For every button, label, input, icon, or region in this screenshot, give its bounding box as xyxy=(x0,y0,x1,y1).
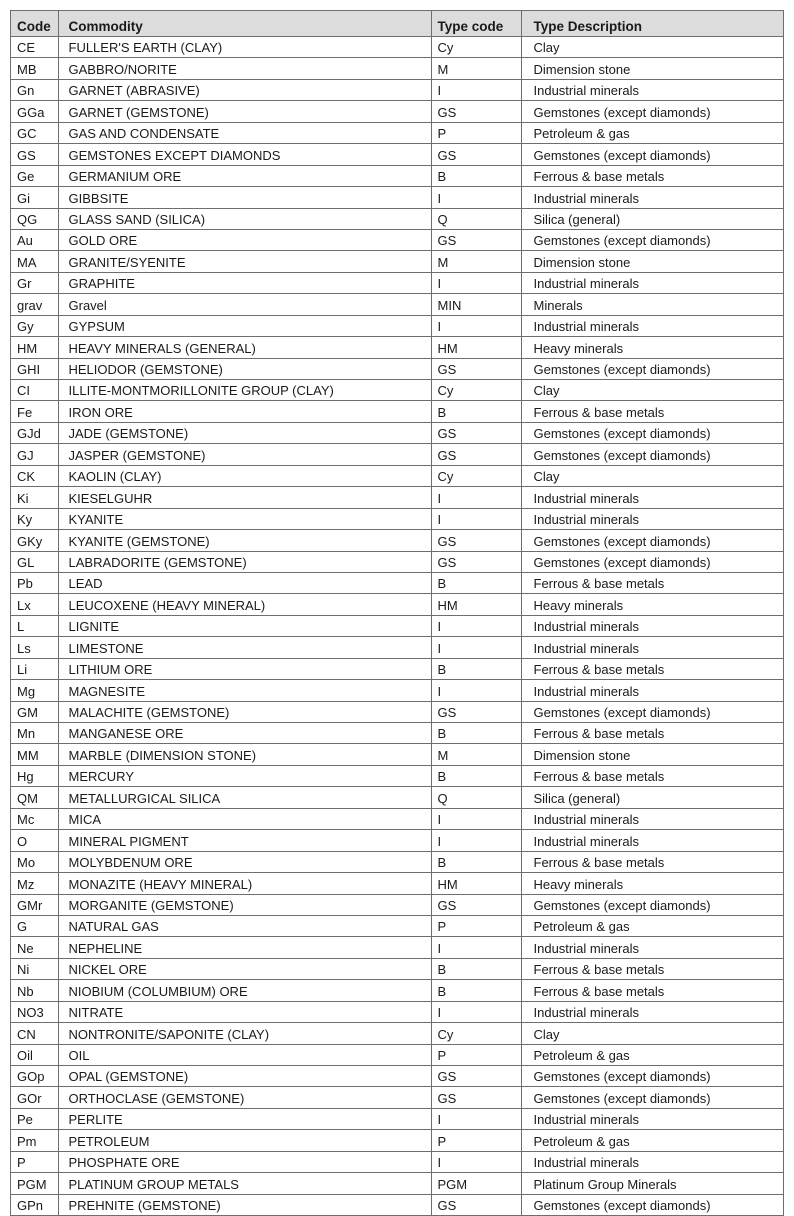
cell-type-description: Ferrous & base metals xyxy=(521,958,783,979)
cell-commodity: GABBRO/NORITE xyxy=(58,58,431,79)
header-type-description: Type Description xyxy=(521,11,783,37)
cell-type-description: Industrial minerals xyxy=(521,615,783,636)
cell-type-description: Industrial minerals xyxy=(521,808,783,829)
table-row xyxy=(11,637,783,658)
cell-commodity: LEAD xyxy=(58,572,431,593)
cell-type-description: Gemstones (except diamonds) xyxy=(521,101,783,122)
cell-type-description: Gemstones (except diamonds) xyxy=(521,229,783,250)
cell-code: Ky xyxy=(11,508,58,529)
cell-code: Pm xyxy=(11,1130,58,1151)
table-row xyxy=(11,808,783,829)
cell-type-code: I xyxy=(431,1108,521,1129)
cell-type-description: Gemstones (except diamonds) xyxy=(533,1198,711,1214)
cell-type-code: GS xyxy=(431,229,521,250)
cell-commodity: LIMESTONE xyxy=(58,637,431,658)
cell-type-description: Ferrous & base metals xyxy=(521,572,783,593)
cell-type-code: GS xyxy=(431,358,521,379)
cell-type-description: Ferrous & base metals xyxy=(521,401,783,422)
table-row xyxy=(11,615,783,636)
commodity-table xyxy=(11,11,783,1215)
cell-type-code: B xyxy=(431,165,521,186)
cell-type-description: Industrial minerals xyxy=(521,937,783,958)
cell-type-code: I xyxy=(431,315,521,336)
cell-type-description: Platinum Group Minerals xyxy=(521,1173,783,1194)
cell-commodity: NITRATE xyxy=(58,1001,431,1022)
cell-code: Fe xyxy=(11,401,58,422)
table-row xyxy=(11,315,783,336)
cell-type-description: Heavy minerals xyxy=(521,594,783,615)
cell-type-code: I xyxy=(431,808,521,829)
cell-code: Nb xyxy=(11,980,58,1001)
cell-type-code: B xyxy=(431,572,521,593)
cell-type-description: Gemstones (except diamonds) xyxy=(521,894,783,915)
cell-type-code: I xyxy=(431,830,521,851)
cell-commodity: JADE (GEMSTONE) xyxy=(58,422,431,443)
cell-code: L xyxy=(11,615,58,636)
cell-type-description: Gemstones (except diamonds) xyxy=(521,358,783,379)
cell-type-description: Industrial minerals xyxy=(521,680,783,701)
cell-type-code: Cy xyxy=(431,380,521,401)
cell-code: Gy xyxy=(11,315,58,336)
cell-code: Hg xyxy=(11,765,58,786)
table-row xyxy=(11,208,783,229)
cell-type-code: I xyxy=(431,508,521,529)
cell-type-description: Ferrous & base metals xyxy=(521,765,783,786)
cell-code: Lx xyxy=(11,594,58,615)
cell-commodity: FULLER'S EARTH (CLAY) xyxy=(58,37,431,58)
cell-code: HM xyxy=(11,337,58,358)
cell-commodity: GYPSUM xyxy=(58,315,431,336)
cell-code: Ne xyxy=(11,937,58,958)
cell-type-code: GS xyxy=(431,551,521,572)
cell-code: O xyxy=(11,830,58,851)
cell-type-code: I xyxy=(431,187,521,208)
cell-commodity: PLATINUM GROUP METALS xyxy=(58,1173,431,1194)
table-row xyxy=(11,187,783,208)
cell-commodity: IRON ORE xyxy=(58,401,431,422)
cell-code: Gi xyxy=(11,187,58,208)
cell-type-description: Industrial minerals xyxy=(521,79,783,100)
cell-code: GHI xyxy=(11,358,58,379)
cell-type-description: Industrial minerals xyxy=(521,487,783,508)
cell-commodity: GLASS SAND (SILICA) xyxy=(58,208,431,229)
table-row xyxy=(11,1066,783,1087)
cell-code: GKy xyxy=(11,530,58,551)
cell-code: CN xyxy=(11,1023,58,1044)
cell-type-code: P xyxy=(431,915,521,936)
table-header xyxy=(11,11,783,37)
cell-type-code: HM xyxy=(431,594,521,615)
cell-code: CE xyxy=(11,37,58,58)
cell-type-code: I xyxy=(431,615,521,636)
cell-commodity: GARNET (GEMSTONE) xyxy=(58,101,431,122)
cell-type-code: Cy xyxy=(431,37,521,58)
table-row xyxy=(11,1087,783,1108)
cell-commodity: MINERAL PIGMENT xyxy=(58,830,431,851)
header-code: Code xyxy=(11,11,58,37)
cell-commodity: Gravel xyxy=(58,294,431,315)
cell-type-code: GS xyxy=(431,1087,521,1108)
cell-type-description: Gemstones (except diamonds) xyxy=(521,701,783,722)
cell-code: GPn xyxy=(11,1194,58,1215)
table-row xyxy=(11,1151,783,1172)
cell-type-code: GS xyxy=(431,101,521,122)
cell-type-code: I xyxy=(431,637,521,658)
cell-type-code: I xyxy=(431,937,521,958)
table-row xyxy=(11,294,783,315)
table-row xyxy=(11,144,783,165)
cell-code: CK xyxy=(11,465,58,486)
cell-type-code: M xyxy=(431,251,521,272)
cell-type-description: Petroleum & gas xyxy=(521,1044,783,1065)
cell-type-code: HM xyxy=(431,873,521,894)
table-row xyxy=(11,422,783,443)
cell-type-description: Petroleum & gas xyxy=(521,1130,783,1151)
table-body xyxy=(11,37,783,1216)
cell-type-description: Industrial minerals xyxy=(521,1001,783,1022)
cell-type-code: GS xyxy=(431,894,521,915)
cell-type-code: GS xyxy=(431,144,521,165)
cell-type-code: P xyxy=(431,122,521,143)
cell-code: PGM xyxy=(11,1173,58,1194)
cell-type-description: Ferrous & base metals xyxy=(521,658,783,679)
cell-code: MM xyxy=(11,744,58,765)
table-row xyxy=(11,358,783,379)
table-row xyxy=(11,787,783,808)
cell-type-code: M xyxy=(431,58,521,79)
cell-type-description: Gemstones (except diamonds) xyxy=(521,144,783,165)
cell-type-description: Clay xyxy=(521,37,783,58)
table-row xyxy=(11,530,783,551)
cell-code: QG xyxy=(11,208,58,229)
cell-code: GOr xyxy=(11,1087,58,1108)
cell-commodity: MORGANITE (GEMSTONE) xyxy=(58,894,431,915)
cell-commodity: GERMANIUM ORE xyxy=(58,165,431,186)
cell-code: Ge xyxy=(11,165,58,186)
cell-type-description: Clay xyxy=(521,380,783,401)
cell-commodity: LEUCOXENE (HEAVY MINERAL) xyxy=(58,594,431,615)
cell-code: Ni xyxy=(11,958,58,979)
cell-type-description: Heavy minerals xyxy=(521,873,783,894)
cell-type-code: GS xyxy=(431,1066,521,1087)
cell-code: QM xyxy=(11,787,58,808)
cell-commodity: JASPER (GEMSTONE) xyxy=(58,444,431,465)
cell-code: Mc xyxy=(11,808,58,829)
table-row xyxy=(11,251,783,272)
cell-type-description: Gemstones (except diamonds) xyxy=(521,530,783,551)
table-row xyxy=(11,915,783,936)
cell-code: Pb xyxy=(11,572,58,593)
cell-code: GJ xyxy=(11,444,58,465)
table-row xyxy=(11,873,783,894)
cell-commodity: NICKEL ORE xyxy=(58,958,431,979)
table-row xyxy=(11,337,783,358)
cell-type-code: GS xyxy=(431,444,521,465)
cell-code: Au xyxy=(11,229,58,250)
table-row xyxy=(11,165,783,186)
cell-commodity: MALACHITE (GEMSTONE) xyxy=(58,701,431,722)
cell-code: GMr xyxy=(11,894,58,915)
cell-type-description: Ferrous & base metals xyxy=(521,165,783,186)
cell-commodity: NIOBIUM (COLUMBIUM) ORE xyxy=(58,980,431,1001)
cell-type-code: B xyxy=(431,723,521,744)
cell-commodity: HELIODOR (GEMSTONE) xyxy=(58,358,431,379)
cell-type-code: I xyxy=(431,272,521,293)
cell-type-code: I xyxy=(431,79,521,100)
table-row xyxy=(11,272,783,293)
cell-type-description: Petroleum & gas xyxy=(521,122,783,143)
table-row xyxy=(11,1108,783,1129)
table-row xyxy=(11,380,783,401)
cell-type-code: I xyxy=(431,487,521,508)
cell-type-description: Ferrous & base metals xyxy=(521,980,783,1001)
cell-type-description: Silica (general) xyxy=(521,787,783,808)
table-row xyxy=(11,1194,783,1215)
table-row xyxy=(11,980,783,1001)
cell-commodity: MONAZITE (HEAVY MINERAL) xyxy=(58,873,431,894)
table-row xyxy=(11,680,783,701)
cell-code: grav xyxy=(11,294,58,315)
cell-commodity: GARNET (ABRASIVE) xyxy=(58,79,431,100)
cell-type-description: Gemstones (except diamonds) xyxy=(521,551,783,572)
table-row xyxy=(11,465,783,486)
cell-type-code: P xyxy=(431,1044,521,1065)
table-row xyxy=(11,1044,783,1065)
table-row xyxy=(11,551,783,572)
cell-type-code: B xyxy=(431,958,521,979)
cell-commodity: NEPHELINE xyxy=(58,937,431,958)
cell-commodity: GAS AND CONDENSATE xyxy=(58,122,431,143)
cell-commodity: MERCURY xyxy=(58,765,431,786)
cell-type-code: Cy xyxy=(431,465,521,486)
cell-code: MB xyxy=(11,58,58,79)
cell-code: GOp xyxy=(11,1066,58,1087)
cell-code: NO3 xyxy=(11,1001,58,1022)
cell-code: GJd xyxy=(11,422,58,443)
cell-type-code: I xyxy=(431,1001,521,1022)
cell-type-description: Industrial minerals xyxy=(521,508,783,529)
cell-type-description: Gemstones (except diamonds) xyxy=(521,444,783,465)
table-row xyxy=(11,744,783,765)
cell-commodity: MOLYBDENUM ORE xyxy=(58,851,431,872)
table-row xyxy=(11,101,783,122)
cell-type-description: Industrial minerals xyxy=(521,1108,783,1129)
cell-type-description: Industrial minerals xyxy=(521,187,783,208)
cell-type-code: GS xyxy=(431,530,521,551)
table-row xyxy=(11,701,783,722)
cell-commodity: OIL xyxy=(58,1044,431,1065)
table-row xyxy=(11,937,783,958)
table-row xyxy=(11,401,783,422)
cell-code: GM xyxy=(11,701,58,722)
table-row xyxy=(11,572,783,593)
cell-commodity: LABRADORITE (GEMSTONE) xyxy=(58,551,431,572)
cell-type-description: Gemstones (except diamonds) xyxy=(521,1066,783,1087)
cell-type-description: Silica (general) xyxy=(521,208,783,229)
cell-type-description: Clay xyxy=(521,1023,783,1044)
cell-commodity: LIGNITE xyxy=(58,615,431,636)
cell-commodity: KYANITE (GEMSTONE) xyxy=(58,530,431,551)
cell-commodity: KIESELGUHR xyxy=(58,487,431,508)
cell-type-description: Minerals xyxy=(521,294,783,315)
cell-commodity: GRANITE/SYENITE xyxy=(58,251,431,272)
cell-type-code: PGM xyxy=(431,1173,521,1194)
commodity-table-frame xyxy=(10,10,784,1216)
table-row xyxy=(11,58,783,79)
table-row xyxy=(11,958,783,979)
cell-commodity: MAGNESITE xyxy=(58,680,431,701)
cell-type-code: B xyxy=(431,851,521,872)
cell-code: GGa xyxy=(11,101,58,122)
table-row xyxy=(11,830,783,851)
cell-code: MA xyxy=(11,251,58,272)
cell-type-description: Industrial minerals xyxy=(521,637,783,658)
cell-commodity: GIBBSITE xyxy=(58,187,431,208)
table-row xyxy=(11,122,783,143)
cell-code: Ki xyxy=(11,487,58,508)
cell-type-description: Industrial minerals xyxy=(521,315,783,336)
cell-type-code: B xyxy=(431,401,521,422)
header-row xyxy=(11,11,783,37)
cell-code: Gr xyxy=(11,272,58,293)
cell-commodity: HEAVY MINERALS (GENERAL) xyxy=(58,337,431,358)
cell-code: Ls xyxy=(11,637,58,658)
cell-commodity: GEMSTONES EXCEPT DIAMONDS xyxy=(58,144,431,165)
table-row xyxy=(11,894,783,915)
header-commodity: Commodity xyxy=(58,11,431,37)
cell-type-code: MIN xyxy=(431,294,521,315)
cell-commodity: NATURAL GAS xyxy=(58,915,431,936)
cell-type-description: Ferrous & base metals xyxy=(521,723,783,744)
table-row xyxy=(11,229,783,250)
cell-commodity: METALLURGICAL SILICA xyxy=(58,787,431,808)
cell-commodity: NONTRONITE/SAPONITE (CLAY) xyxy=(58,1023,431,1044)
cell-type-code: M xyxy=(431,744,521,765)
cell-code: P xyxy=(11,1151,58,1172)
cell-code: GC xyxy=(11,122,58,143)
cell-type-code: GS xyxy=(431,701,521,722)
header-type-code: Type code xyxy=(431,11,521,37)
cell-type-description: Gemstones (except diamonds) xyxy=(521,422,783,443)
cell-commodity: PERLITE xyxy=(58,1108,431,1129)
cell-commodity: MICA xyxy=(58,808,431,829)
table-row xyxy=(11,658,783,679)
cell-code: Mn xyxy=(11,723,58,744)
cell-commodity: KYANITE xyxy=(58,508,431,529)
cell-commodity: PHOSPHATE ORE xyxy=(58,1151,431,1172)
cell-type-description: Industrial minerals xyxy=(521,830,783,851)
table-row xyxy=(11,723,783,744)
cell-type-description: Industrial minerals xyxy=(521,1151,783,1172)
cell-type-description: Industrial minerals xyxy=(521,272,783,293)
cell-commodity: PREHNITE (GEMSTONE) xyxy=(58,1194,431,1215)
cell-type-code: B xyxy=(431,980,521,1001)
table-row xyxy=(11,444,783,465)
table-row xyxy=(11,1023,783,1044)
table-row xyxy=(11,508,783,529)
table-row xyxy=(11,1001,783,1022)
cell-commodity: MARBLE (DIMENSION STONE) xyxy=(58,744,431,765)
cell-type-description: Petroleum & gas xyxy=(521,915,783,936)
table-row xyxy=(11,487,783,508)
cell-type-description: Gemstones (except diamonds) xyxy=(521,1087,783,1108)
cell-commodity: ORTHOCLASE (GEMSTONE) xyxy=(58,1087,431,1108)
cell-commodity: KAOLIN (CLAY) xyxy=(58,465,431,486)
cell-type-description: Dimension stone xyxy=(521,251,783,272)
cell-commodity: PETROLEUM xyxy=(58,1130,431,1151)
cell-type-code: HM xyxy=(431,337,521,358)
cell-type-description: Heavy minerals xyxy=(521,337,783,358)
cell-type-code: Cy xyxy=(431,1023,521,1044)
table-row xyxy=(11,851,783,872)
cell-code: Oil xyxy=(11,1044,58,1065)
cell-type-code: Q xyxy=(431,787,521,808)
cell-type-description: Ferrous & base metals xyxy=(521,851,783,872)
cell-type-code: B xyxy=(431,658,521,679)
table-row xyxy=(11,79,783,100)
cell-code: Gn xyxy=(11,79,58,100)
cell-type-description: Dimension stone xyxy=(521,58,783,79)
cell-type-description: Clay xyxy=(521,465,783,486)
cell-code: CI xyxy=(11,380,58,401)
cell-code: Mg xyxy=(11,680,58,701)
cell-code: Mz xyxy=(11,873,58,894)
cell-type-code: I xyxy=(431,1151,521,1172)
cell-type-code: P xyxy=(431,1130,521,1151)
table-row xyxy=(11,765,783,786)
cell-type-code: GS xyxy=(431,422,521,443)
cell-code: GL xyxy=(11,551,58,572)
cell-code: Mo xyxy=(11,851,58,872)
cell-commodity: ILLITE-MONTMORILLONITE GROUP (CLAY) xyxy=(58,380,431,401)
cell-type-code: Q xyxy=(431,208,521,229)
cell-type-code: I xyxy=(431,680,521,701)
cell-code: Pe xyxy=(11,1108,58,1129)
cell-type-description: Dimension stone xyxy=(521,744,783,765)
cell-code: G xyxy=(11,915,58,936)
cell-code: GS xyxy=(11,144,58,165)
cell-commodity: MANGANESE ORE xyxy=(58,723,431,744)
table-row xyxy=(11,37,783,58)
table-row xyxy=(11,1173,783,1194)
cell-type-code: B xyxy=(431,765,521,786)
cell-commodity: OPAL (GEMSTONE) xyxy=(58,1066,431,1087)
cell-commodity: LITHIUM ORE xyxy=(58,658,431,679)
cell-commodity: GOLD ORE xyxy=(58,229,431,250)
cell-code: Li xyxy=(11,658,58,679)
cell-commodity: GRAPHITE xyxy=(58,272,431,293)
cell-type-code: GS xyxy=(431,1194,521,1215)
table-row xyxy=(11,594,783,615)
table-row xyxy=(11,1130,783,1151)
